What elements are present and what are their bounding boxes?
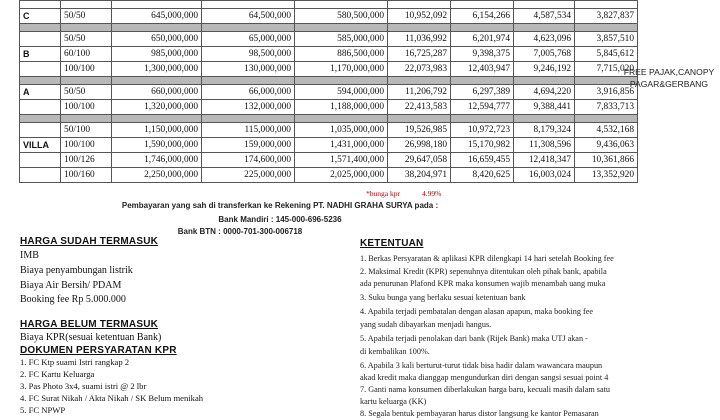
price-cell: 1,035,000,000: [295, 123, 388, 138]
price-cell: 585,000,000: [295, 32, 388, 47]
price-cell: 1,571,400,000: [295, 153, 388, 168]
price-cell: 8,179,324: [514, 123, 575, 138]
harga-sudah-item: IMB: [20, 250, 39, 261]
house-type-cell: [20, 123, 61, 138]
price-cell: 8,420,625: [451, 168, 514, 183]
price-cell: 11,308,596: [514, 138, 575, 153]
table-cell: [20, 24, 61, 32]
unit-size-cell: 50/50: [61, 32, 112, 47]
table-cell: [388, 115, 451, 123]
price-cell: 3,827,837: [575, 9, 638, 24]
ketentuan-line: yang sudah dibayarkan menjadi hangus.: [360, 320, 492, 329]
ketentuan-line: 7. Ganti nama konsumen diberlakukan harga baru, kecuali masih dalam satu: [360, 385, 610, 394]
table-cell: [202, 115, 295, 123]
price-cell: 11,206,792: [388, 85, 451, 100]
table-cell: [112, 24, 202, 32]
ketentuan-title: KETENTUAN: [360, 238, 424, 249]
table-cell: [514, 115, 575, 123]
price-cell: 645,000,000: [112, 9, 202, 24]
price-cell: 594,000,000: [295, 85, 388, 100]
price-cell: 26,998,180: [388, 138, 451, 153]
house-type-cell: C: [20, 9, 61, 24]
price-cell: 886,500,000: [295, 47, 388, 62]
ketentuan-line: 2. Maksimal Kredit (KPR) sepenuhnya ditentukan oleh pihak bank, apabila: [360, 267, 607, 276]
table-cell: [295, 24, 388, 32]
table-cell: [388, 77, 451, 85]
dokumen-item: 2. FC Kartu Keluarga: [20, 369, 95, 379]
table-row: [20, 153, 638, 168]
table-cell: [575, 115, 638, 123]
price-cell: 1,320,000,000: [112, 100, 202, 115]
table-cell: [451, 115, 514, 123]
price-cell: 12,403,947: [451, 62, 514, 77]
unit-size-cell: 100/100: [61, 138, 112, 153]
price-table: [19, 0, 638, 183]
table-top-row: [20, 1, 638, 9]
table-cell: [451, 24, 514, 32]
table-cell: [451, 77, 514, 85]
price-cell: 4,587,534: [514, 9, 575, 24]
table-cell: [112, 77, 202, 85]
price-cell: 66,000,000: [202, 85, 295, 100]
table-row: [20, 168, 638, 183]
table-cell: [451, 1, 514, 9]
interest-rate-label: *bunga kpr: [366, 189, 400, 198]
price-cell: 12,594,777: [451, 100, 514, 115]
price-cell: 15,170,982: [451, 138, 514, 153]
harga-belum-title: HARGA BELUM TERMASUK: [20, 319, 159, 330]
price-cell: 65,000,000: [202, 32, 295, 47]
table-cell: [295, 77, 388, 85]
dokumen-item: 4. FC Surat Nikah / Akta Nikah / SK Belum menikah: [20, 393, 204, 403]
harga-sudah-item: Biaya penyambungan listrik: [20, 265, 133, 276]
ketentuan-line: 3. Suku bunga yang berlaku sesuai ketentuan bank: [360, 293, 526, 302]
table-row: [20, 47, 638, 62]
bank-btn-account: Bank BTN : 0000-701-300-006718: [177, 227, 303, 236]
table-separator-row: [20, 115, 638, 123]
table-cell: [202, 24, 295, 32]
interest-rate-value: 4.99%: [421, 189, 442, 198]
price-cell: 10,361,866: [575, 153, 638, 168]
price-cell: 9,246,192: [514, 62, 575, 77]
table-separator-row: [20, 24, 638, 32]
price-cell: 98,500,000: [202, 47, 295, 62]
price-cell: 4,623,096: [514, 32, 575, 47]
price-cell: 115,000,000: [202, 123, 295, 138]
house-type-cell: [20, 100, 61, 115]
house-type-cell: [20, 168, 61, 183]
price-cell: 64,500,000: [202, 9, 295, 24]
price-cell: 7,005,768: [514, 47, 575, 62]
table-row: [20, 100, 638, 115]
price-cell: 6,154,266: [451, 9, 514, 24]
price-cell: 1,150,000,000: [112, 123, 202, 138]
house-type-cell: [20, 62, 61, 77]
price-cell: 6,201,974: [451, 32, 514, 47]
house-type-cell: VILLA: [20, 138, 61, 153]
price-cell: 3,916,856: [575, 85, 638, 100]
price-cell: 16,725,287: [388, 47, 451, 62]
price-cell: 9,436,063: [575, 138, 638, 153]
table-cell: [112, 115, 202, 123]
price-cell: 22,413,583: [388, 100, 451, 115]
harga-sudah-item: Booking fee Rp 5.000.000: [20, 294, 126, 305]
price-cell: 174,600,000: [202, 153, 295, 168]
dokumen-title: DOKUMEN PERSYARATAN KPR: [20, 345, 177, 356]
price-cell: 1,188,000,000: [295, 100, 388, 115]
table-row: [20, 85, 638, 100]
price-cell: 1,170,000,000: [295, 62, 388, 77]
ketentuan-line: 1. Berkas Persyaratan & aplikasi KPR dilengkapi 14 hari setelah Booking fee: [360, 254, 614, 263]
unit-size-cell: 100/126: [61, 153, 112, 168]
price-cell: 1,431,000,000: [295, 138, 388, 153]
price-cell: 6,297,389: [451, 85, 514, 100]
price-cell: 10,952,092: [388, 9, 451, 24]
harga-sudah-title: HARGA SUDAH TERMASUK: [20, 236, 159, 247]
price-cell: 1,300,000,000: [112, 62, 202, 77]
harga-sudah-item: Biaya Air Bersih/ PDAM: [20, 280, 122, 291]
price-cell: 650,000,000: [112, 32, 202, 47]
ketentuan-line: 4. Apabila terjadi pembatalan dengan alasan apapun, maka booking fee: [360, 307, 594, 316]
interest-rate-note: [366, 189, 441, 198]
bonus-note-line-1: FREE PAJAK,CANOPY: [623, 67, 715, 77]
unit-size-cell: 50/50: [61, 9, 112, 24]
price-cell: 7,833,713: [575, 100, 638, 115]
price-cell: 3,857,510: [575, 32, 638, 47]
price-cell: 10,972,723: [451, 123, 514, 138]
payment-instruction: Pembayaran yang sah di transferkan ke Rekening PT. NADHI GRAHA SURYA pada :: [121, 201, 439, 210]
table-cell: [61, 115, 112, 123]
table-cell: [514, 77, 575, 85]
table-cell: [61, 24, 112, 32]
table-cell: [20, 1, 61, 9]
price-cell: 9,388,441: [514, 100, 575, 115]
ketentuan-line: 6. Apabila 3 kali berturut-turut tidak bisa hadir dalam wawancara maupun: [360, 361, 603, 370]
table-cell: [61, 77, 112, 85]
price-cell: 132,000,000: [202, 100, 295, 115]
price-cell: 11,036,992: [388, 32, 451, 47]
table-separator-row: [20, 77, 638, 85]
price-cell: 2,025,000,000: [295, 168, 388, 183]
price-cell: 29,647,058: [388, 153, 451, 168]
price-cell: 225,000,000: [202, 168, 295, 183]
table-cell: [575, 24, 638, 32]
unit-size-cell: 50/100: [61, 123, 112, 138]
table-cell: [388, 24, 451, 32]
unit-size-cell: 60/100: [61, 47, 112, 62]
bank-mandiri-account: Bank Mandiri : 145-000-696-5236: [218, 215, 342, 224]
unit-size-cell: 100/160: [61, 168, 112, 183]
table-cell: [295, 115, 388, 123]
table-row: [20, 62, 638, 77]
price-cell: 4,532,168: [575, 123, 638, 138]
unit-size-cell: 50/50: [61, 85, 112, 100]
dokumen-item: 1. FC Ktp suami Istri rangkap 2: [20, 357, 130, 367]
table-cell: [20, 77, 61, 85]
price-cell: 22,073,983: [388, 62, 451, 77]
price-cell: 1,590,000,000: [112, 138, 202, 153]
price-cell: 985,000,000: [112, 47, 202, 62]
ketentuan-line: ada penurunan Plafond KPR maka konsumen wajib menambah uang muka: [360, 279, 606, 288]
price-cell: 16,659,455: [451, 153, 514, 168]
ketentuan-line: di kembalikan 100%.: [360, 347, 430, 356]
price-cell: 9,398,375: [451, 47, 514, 62]
price-cell: 4,694,220: [514, 85, 575, 100]
price-cell: 660,000,000: [112, 85, 202, 100]
table-cell: [202, 77, 295, 85]
price-cell: 12,418,347: [514, 153, 575, 168]
table-cell: [388, 1, 451, 9]
price-cell: 580,500,000: [295, 9, 388, 24]
bonus-note: [618, 66, 720, 90]
house-type-cell: B: [20, 47, 61, 62]
ketentuan-line: kartu keluarga (KK): [360, 397, 427, 406]
table-cell: [202, 1, 295, 9]
table-cell: [514, 1, 575, 9]
table-cell: [20, 115, 61, 123]
table-row: [20, 138, 638, 153]
price-cell: 38,204,971: [388, 168, 451, 183]
bonus-note-line-2: PAGAR&GERBANG: [629, 79, 709, 89]
table-row: [20, 123, 638, 138]
table-row: [20, 9, 638, 24]
price-cell: 2,250,000,000: [112, 168, 202, 183]
unit-size-cell: 100/100: [61, 62, 112, 77]
house-type-cell: [20, 32, 61, 47]
ketentuan-line: 5. Apabila terjadi penolakan dari bank (Rijek Bank) maka UTJ akan -: [360, 334, 588, 343]
harga-belum-item: Biaya KPR(sesuai ketentuan Bank): [20, 332, 162, 343]
price-cell: 159,000,000: [202, 138, 295, 153]
price-cell: 16,003,024: [514, 168, 575, 183]
price-cell: 13,352,920: [575, 168, 638, 183]
ketentuan-line: 8. Segala bentuk pembayaran harus distor langsung ke kantor Pemasaran: [360, 409, 599, 418]
table-row: [20, 32, 638, 47]
table-cell: [514, 24, 575, 32]
price-cell: 1,746,000,000: [112, 153, 202, 168]
price-cell: 5,845,612: [575, 47, 638, 62]
price-cell: 19,526,985: [388, 123, 451, 138]
price-cell: 130,000,000: [202, 62, 295, 77]
table-cell: [295, 1, 388, 9]
unit-size-cell: 100/100: [61, 100, 112, 115]
ketentuan-line: akad kredit maka dianggap mengundurkan diri dengan sangsi sesuai point 4: [360, 373, 609, 382]
house-type-cell: [20, 153, 61, 168]
dokumen-item: 5. FC NPWP: [20, 405, 66, 415]
table-cell: [575, 1, 638, 9]
house-type-cell: A: [20, 85, 61, 100]
table-cell: [61, 1, 112, 9]
price-cell: 7,715,020: [575, 62, 638, 77]
table-cell: [112, 1, 202, 9]
dokumen-item: 3. Pas Photo 3x4, suami istri @ 2 lbr: [20, 381, 147, 391]
